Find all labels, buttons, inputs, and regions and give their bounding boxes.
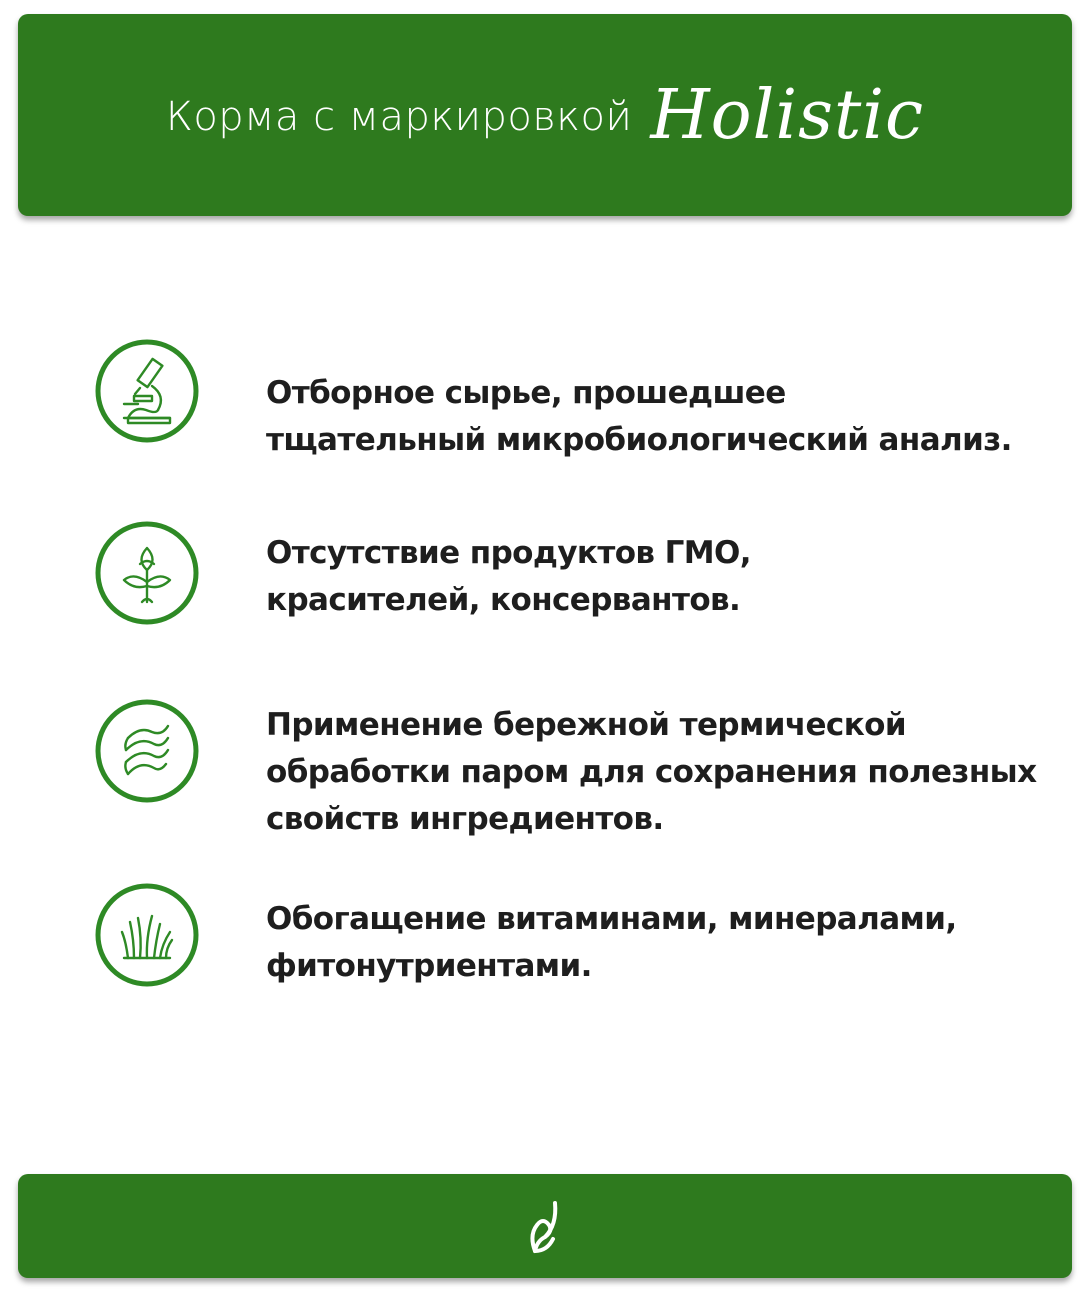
header-title-script: Holistic [650, 75, 925, 155]
microscope-icon [94, 338, 200, 444]
feature-text [266, 896, 1066, 990]
footer-banner [18, 1174, 1072, 1278]
feature-line: Отсутствие продуктов ГМО, [266, 535, 751, 571]
sprout-icon [94, 520, 200, 626]
feature-text [266, 530, 1066, 624]
feature-line: Обогащение витаминами, минералами, [266, 901, 957, 937]
feature-line: Отборное сырье, прошедшее [266, 375, 786, 411]
feature-line: фитонутриентами. [266, 948, 592, 984]
feature-line: красителей, консервантов. [266, 582, 741, 618]
header-title-main: Корма с маркировкой [165, 94, 633, 140]
feature-line: свойств ингредиентов. [266, 801, 664, 837]
feature-line: тщательный микробиологический анализ. [266, 422, 1012, 458]
feature-text [266, 702, 1066, 843]
steam-icon [94, 698, 200, 804]
leaf-logo-icon [527, 1195, 563, 1257]
grass-icon [94, 882, 200, 988]
footer-logo [18, 1174, 1072, 1278]
feature-line: обработки паром для сохранения полезных [266, 754, 1037, 790]
feature-line: Применение бережной термической [266, 707, 906, 743]
feature-text [266, 370, 1066, 464]
